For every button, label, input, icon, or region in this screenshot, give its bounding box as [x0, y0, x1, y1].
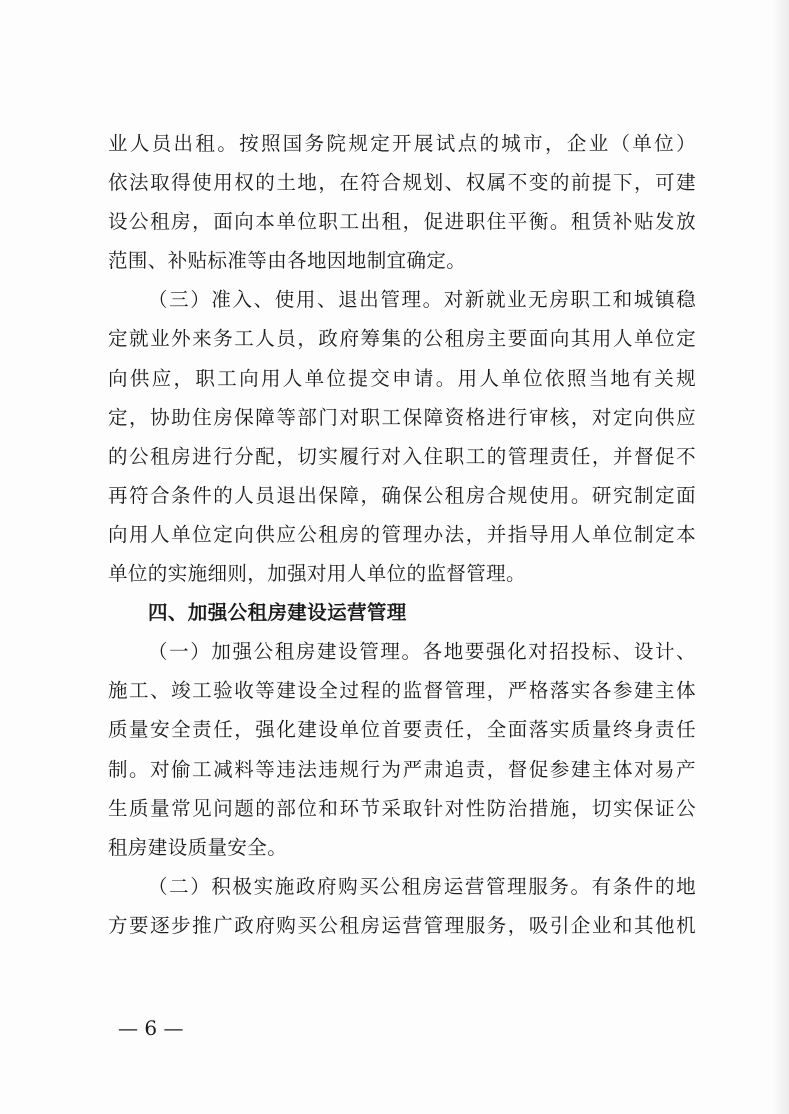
paragraph-start-line: （二）积极实施政府购买公租房运营管理服务。有条件的地 — [148, 874, 696, 898]
text-line: 范围、补贴标准等由各地因地制宜确定。 — [108, 249, 467, 273]
text-line: 方要逐步推广政府购买公租房运营管理服务，吸引企业和其他机 — [108, 913, 696, 937]
text-line: 定，协助住房保障等部门对职工保障资格进行审核，对定向供应 — [108, 405, 696, 429]
text-line: 施工、竣工验收等建设全过程的监督管理，严格落实各参建主体 — [108, 679, 696, 703]
text-line: 业人员出租。按照国务院规定开展试点的城市，企业（单位） — [108, 132, 696, 155]
text-line: 单位的实施细则，加强对用人单位的监督管理。 — [108, 562, 526, 586]
page-number: — 6 — — [118, 1016, 184, 1040]
text-line: 向供应，职工向用人单位提交申请。用人单位依照当地有关规 — [108, 366, 696, 390]
page-body-text — [108, 124, 696, 945]
text-line: 租房建设质量安全。 — [108, 835, 288, 859]
text-line: 质量安全责任，强化建设单位首要责任，全面落实质量终身责任 — [108, 718, 696, 742]
text-line: 设公租房，面向本单位职工出租，促进职住平衡。租赁补贴发放 — [108, 210, 696, 234]
text-line: 依法取得使用权的土地，在符合规划、权属不变的前提下，可建 — [108, 171, 696, 195]
text-line: 向用人单位定向供应公租房的管理办法，并指导用人单位制定本 — [108, 522, 696, 546]
paragraph-start-line: （三）准入、使用、退出管理。对新就业无房职工和城镇稳 — [148, 288, 696, 312]
text-line: 再符合条件的人员退出保障，确保公租房合规使用。研究制定面 — [108, 483, 696, 507]
text-line: 的公租房进行分配，切实履行对入住职工的管理责任，并督促不 — [108, 444, 696, 468]
text-line: 制。对偷工减料等违法违规行为严肃追责，督促参建主体对易产 — [108, 757, 696, 781]
scan-shadow-edge — [771, 0, 789, 1114]
section-heading: 四、加强公租房建设运营管理 — [148, 601, 407, 625]
paragraph-start-line: （一）加强公租房建设管理。各地要强化对招投标、设计、 — [148, 640, 696, 664]
text-line: 定就业外来务工人员，政府筹集的公租房主要面向其用人单位定 — [108, 327, 696, 351]
text-line: 生质量常见问题的部位和环节采取针对性防治措施，切实保证公 — [108, 796, 696, 820]
